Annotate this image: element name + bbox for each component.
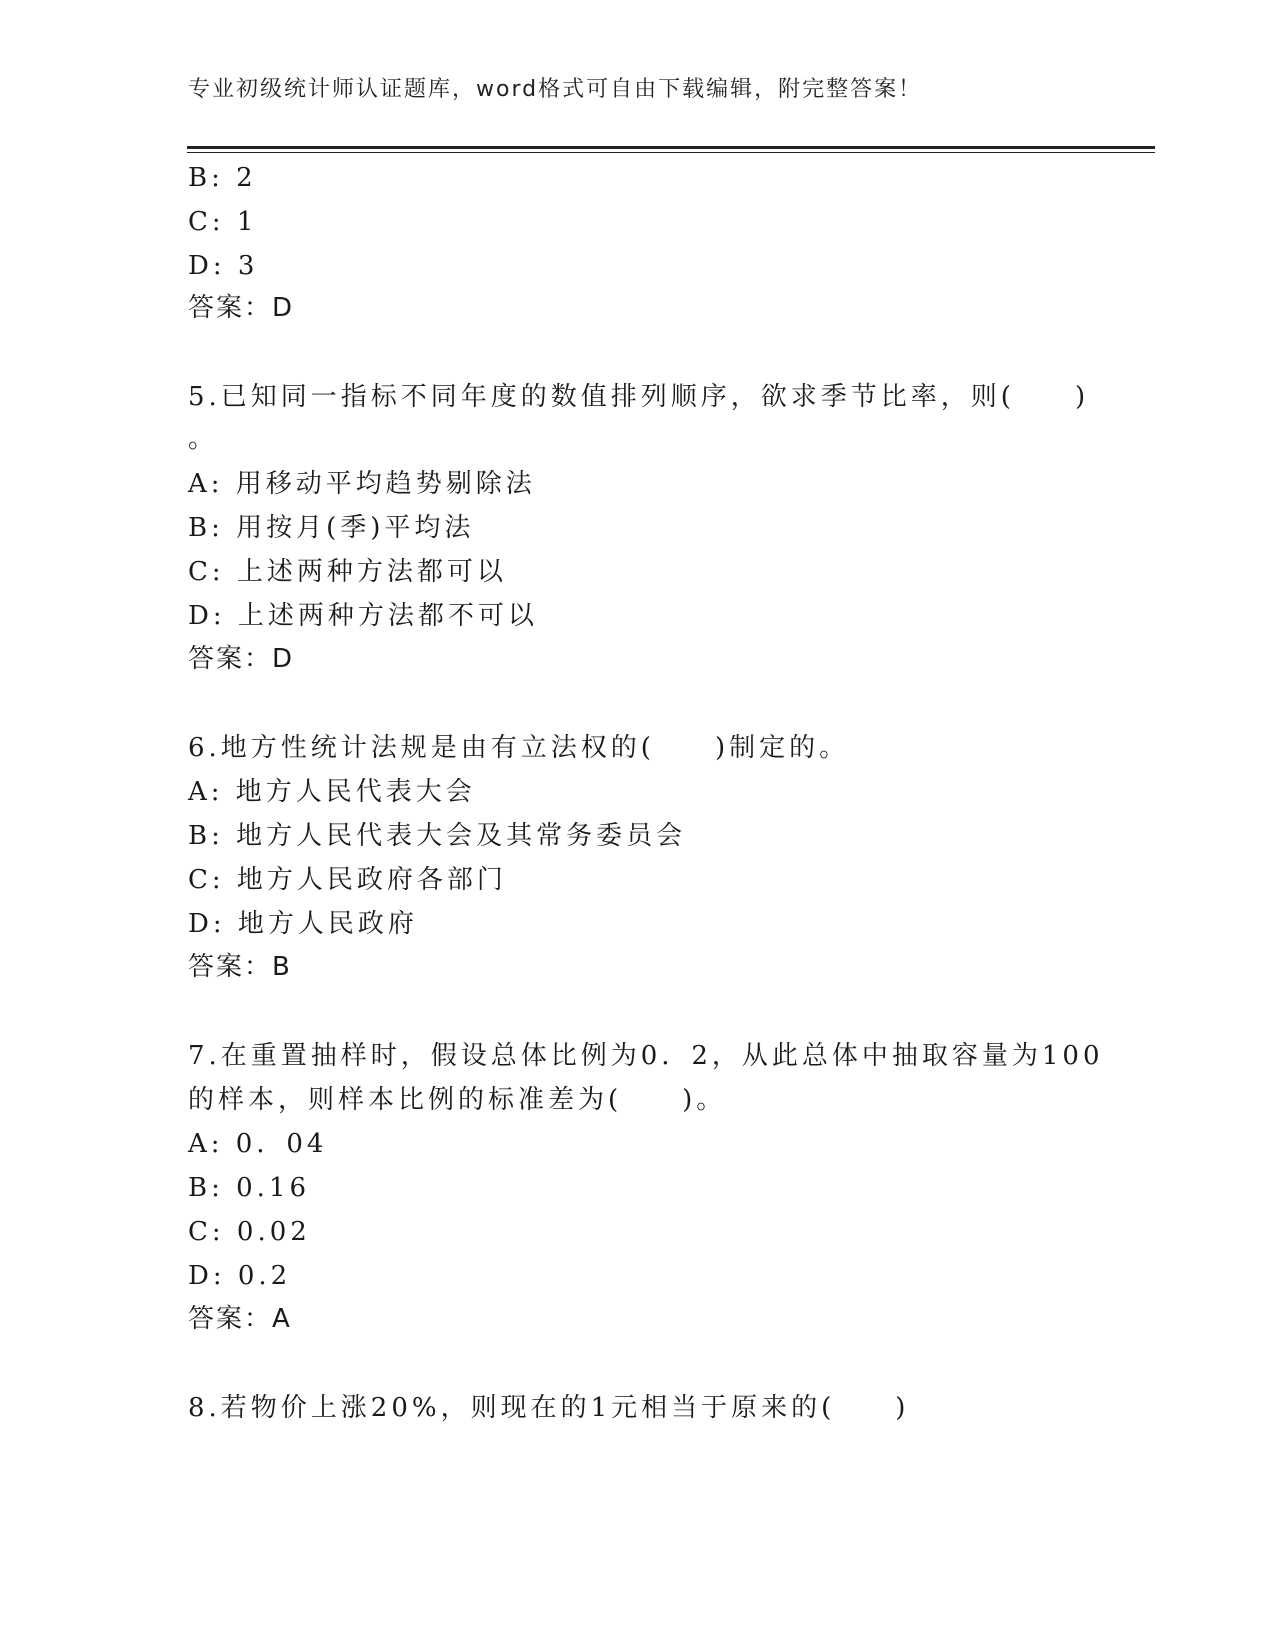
answer-line: 答案：A (188, 1304, 292, 1334)
option-d: D: 上述两种方法都不可以 (188, 601, 538, 631)
option-b: B: 2 (188, 163, 257, 193)
option-c: C: 1 (188, 207, 258, 237)
question-7: 7.在重置抽样时，假设总体比例为0．2，从此总体中抽取容量为100 (188, 1041, 1104, 1071)
question-8: 8.若物价上涨20%，则现在的1元相当于原来的( ) (188, 1393, 910, 1423)
option-d: D: 地方人民政府 (188, 909, 418, 939)
option-c: C: 地方人民政府各部门 (188, 865, 507, 895)
option-c: C: 上述两种方法都可以 (188, 557, 507, 587)
option-d: D: 0.2 (188, 1261, 292, 1291)
header-rule-thick (187, 146, 1155, 149)
option-b: B: 用按月(季)平均法 (188, 513, 475, 543)
question-7-continuation: 的样本，则样本比例的标准差为( )。 (188, 1085, 727, 1115)
option-a: A: 0．04 (188, 1129, 328, 1159)
question-5-continuation: 。 (188, 424, 219, 454)
answer-line: 答案：D (188, 644, 295, 674)
page-header: 专业初级统计师认证题库，word格式可自由下载编辑，附完整答案！ (188, 77, 923, 102)
option-a: A: 地方人民代表大会 (188, 777, 476, 807)
header-rule-thin (187, 152, 1155, 153)
option-a: A: 用移动平均趋势剔除法 (188, 469, 536, 499)
option-d: D: 3 (188, 251, 259, 281)
question-6: 6.地方性统计法规是由有立法权的( )制定的。 (188, 733, 850, 763)
option-c: C: 0.02 (188, 1217, 311, 1247)
question-5: 5.已知同一指标不同年度的数值排列顺序，欲求季节比率，则( ) (188, 382, 1090, 412)
answer-line: 答案：D (188, 293, 295, 323)
option-b: B: 地方人民代表大会及其常务委员会 (188, 821, 687, 851)
answer-line: 答案：B (188, 952, 292, 982)
option-b: B: 0.16 (188, 1173, 311, 1203)
